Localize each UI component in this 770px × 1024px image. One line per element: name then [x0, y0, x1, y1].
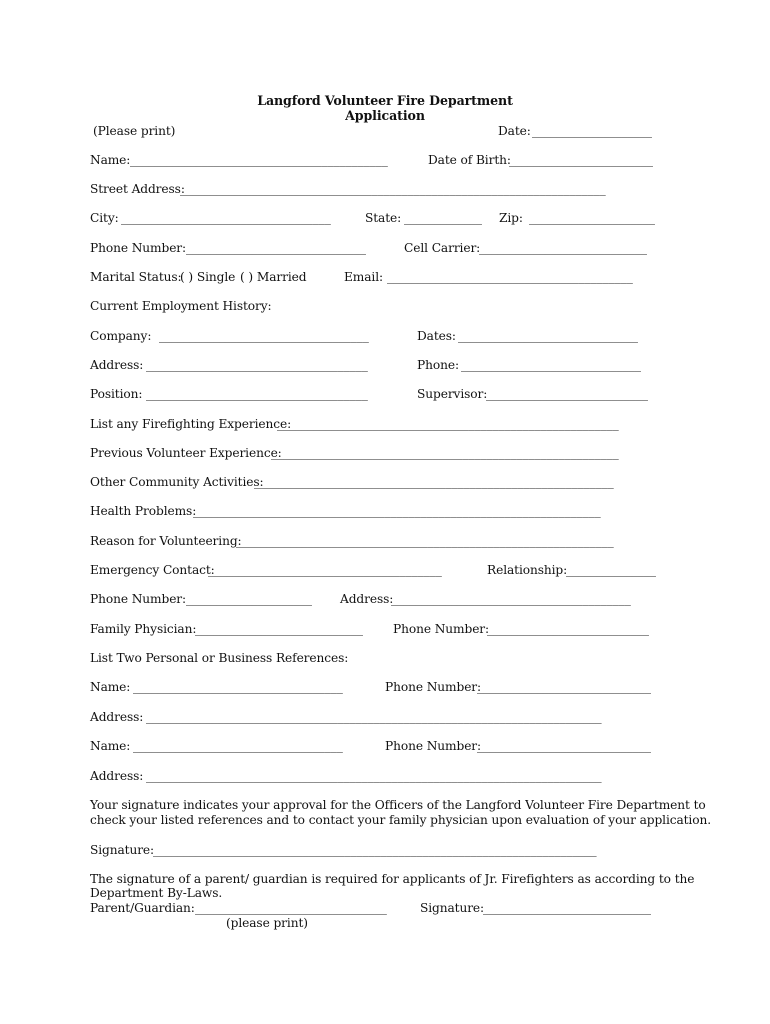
date-label: Date:: [498, 124, 531, 138]
guardian-signature-field[interactable]: ____________________________: [483, 901, 651, 915]
phone-number-field[interactable]: ______________________________: [186, 241, 366, 255]
reason-volunteering-label: Reason for Volunteering:: [90, 534, 242, 548]
guardian-text-line2: Department By-Laws.: [90, 886, 223, 900]
city-label: City:: [90, 211, 119, 225]
emergency-phone-label: Phone Number:: [90, 592, 187, 606]
applicant-signature-field[interactable]: __________________________________________________________________________: [153, 843, 597, 857]
dob-label: Date of Birth:: [428, 153, 511, 167]
emergency-address-field[interactable]: ________________________________________: [391, 592, 631, 606]
reference1-name-label: Name:: [90, 680, 131, 694]
guardian-signature-label: Signature:: [420, 901, 485, 915]
relationship-field[interactable]: _______________: [566, 563, 656, 577]
single-option[interactable]: ( ) Single: [180, 270, 236, 284]
marital-status-label: Marital Status:: [90, 270, 182, 284]
references-heading: List Two Personal or Business References:: [90, 651, 349, 665]
reference2-phone-label: Phone Number:: [385, 739, 482, 753]
emergency-address-label: Address:: [340, 592, 394, 606]
physician-phone-label: Phone Number:: [393, 622, 490, 636]
guardian-text-line1: The signature of a parent/ guardian is required for applicants of Jr. Firefighters as according to the: [90, 872, 695, 886]
street-address-field[interactable]: _______________________________________________________________________: [180, 182, 606, 196]
position-label: Position:: [90, 387, 143, 401]
health-problems-label: Health Problems:: [90, 504, 197, 518]
reference1-phone-field[interactable]: _____________________________: [477, 680, 651, 694]
reference2-phone-field[interactable]: _____________________________: [477, 739, 651, 753]
volunteer-experience-label: Previous Volunteer Experience:: [90, 446, 282, 460]
married-option[interactable]: ( ) Married: [240, 270, 307, 284]
dates-field[interactable]: ______________________________: [458, 329, 638, 343]
applicant-signature-label: Signature:: [90, 843, 155, 857]
parent-guardian-field[interactable]: ________________________________: [195, 901, 387, 915]
position-field[interactable]: _____________________________________: [146, 387, 368, 401]
state-label: State:: [365, 211, 402, 225]
employer-address-label: Address:: [90, 358, 144, 372]
health-problems-field[interactable]: ____________________________________________________________________: [193, 504, 601, 518]
zip-label: Zip:: [499, 211, 523, 225]
reference2-name-field[interactable]: ___________________________________: [133, 739, 343, 753]
emergency-phone-field[interactable]: _____________________: [186, 592, 312, 606]
city-field[interactable]: ___________________________________: [121, 211, 331, 225]
firefighting-experience-label: List any Firefighting Experience:: [90, 417, 292, 431]
name-field[interactable]: ___________________________________________: [130, 153, 388, 167]
reference2-address-field[interactable]: ____________________________________________________________________________: [146, 769, 602, 783]
emergency-contact-field[interactable]: _______________________________________: [208, 563, 442, 577]
community-activities-label: Other Community Activities:: [90, 475, 264, 489]
supervisor-field[interactable]: ___________________________: [486, 387, 648, 401]
reference1-phone-label: Phone Number:: [385, 680, 482, 694]
relationship-label: Relationship:: [487, 563, 568, 577]
consent-text-line1: Your signature indicates your approval for the Officers of the Langford Volunteer Fire Department to: [90, 798, 706, 812]
reference1-address-label: Address:: [90, 710, 144, 724]
supervisor-label: Supervisor:: [417, 387, 488, 401]
employment-heading: Current Employment History:: [90, 299, 272, 313]
name-label: Name:: [90, 153, 131, 167]
cell-carrier-field[interactable]: ____________________________: [479, 241, 647, 255]
cell-carrier-label: Cell Carrier:: [404, 241, 481, 255]
emergency-contact-label: Emergency Contact:: [90, 563, 215, 577]
state-field[interactable]: _____________: [404, 211, 482, 225]
date-field[interactable]: ____________________: [532, 124, 652, 138]
reason-volunteering-field[interactable]: _______________________________________________________________: [236, 534, 614, 548]
consent-text-line2: check your listed references and to contact your family physician upon evaluation of your application.: [90, 813, 711, 827]
reference2-name-label: Name:: [90, 739, 131, 753]
family-physician-label: Family Physician:: [90, 622, 197, 636]
reference1-name-field[interactable]: ___________________________________: [133, 680, 343, 694]
employer-address-field[interactable]: _____________________________________: [146, 358, 368, 372]
company-field[interactable]: ___________________________________: [159, 329, 369, 343]
employer-phone-label: Phone:: [417, 358, 459, 372]
dob-field[interactable]: ________________________: [509, 153, 653, 167]
dates-label: Dates:: [417, 329, 456, 343]
email-field[interactable]: _________________________________________: [387, 270, 633, 284]
reference2-address-label: Address:: [90, 769, 144, 783]
please-print-note: (Please print): [93, 124, 176, 138]
employer-phone-field[interactable]: ______________________________: [461, 358, 641, 372]
form-subtitle: Application: [345, 108, 425, 123]
email-label: Email:: [344, 270, 384, 284]
please-print-note-bottom: (please print): [226, 916, 308, 930]
company-label: Company:: [90, 329, 152, 343]
phone-number-label: Phone Number:: [90, 241, 187, 255]
volunteer-experience-field[interactable]: __________________________________________________________: [271, 446, 619, 460]
zip-field[interactable]: _____________________: [529, 211, 655, 225]
reference1-address-field[interactable]: ____________________________________________________________________________: [146, 710, 602, 724]
parent-guardian-label: Parent/Guardian:: [90, 901, 195, 915]
street-address-label: Street Address:: [90, 182, 185, 196]
form-title: Langford Volunteer Fire Department: [257, 93, 513, 108]
family-physician-field[interactable]: ____________________________: [195, 622, 363, 636]
firefighting-experience-field[interactable]: _________________________________________________________: [277, 417, 619, 431]
physician-phone-field[interactable]: ___________________________: [487, 622, 649, 636]
community-activities-field[interactable]: ____________________________________________________________: [254, 475, 614, 489]
